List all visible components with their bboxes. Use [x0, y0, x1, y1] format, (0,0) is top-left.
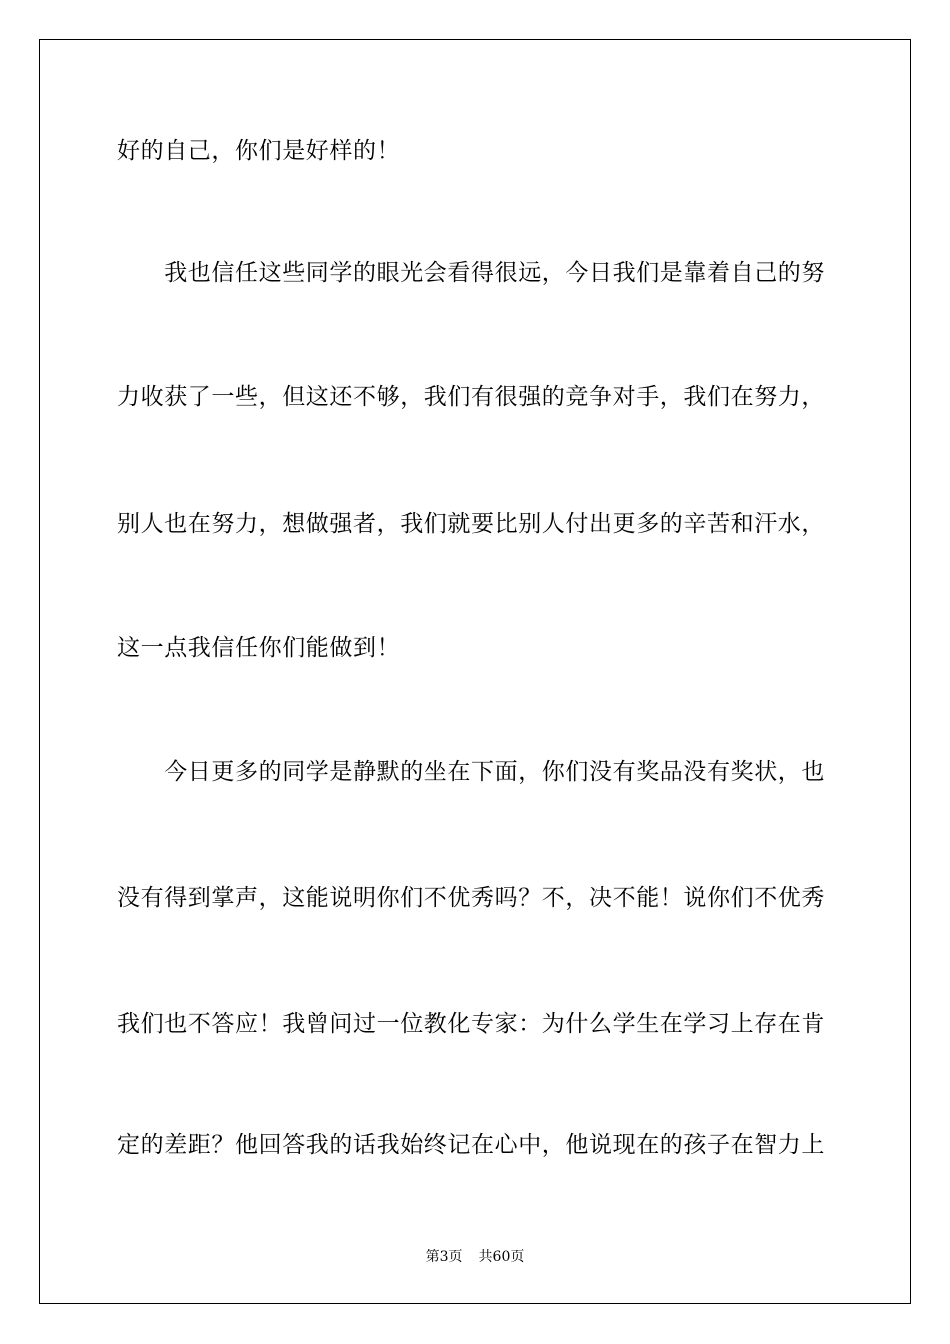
- paragraph-line: 这一点我信任你们能做到！: [117, 635, 401, 661]
- total-pages: 共60页: [478, 1249, 525, 1265]
- paragraph-line: 好的自己，你们是好样的！: [117, 138, 401, 164]
- paragraph-line: 定的差距？他回答我的话我始终记在心中，他说现在的孩子在智力上: [117, 1132, 825, 1158]
- paragraph-line: 没有得到掌声，这能说明你们不优秀吗？不，决不能！说你们不优秀: [117, 885, 825, 911]
- page-number: 第3页: [425, 1249, 463, 1265]
- paragraph-line: 我也信任这些同学的眼光会看得很远，今日我们是靠着自己的努: [117, 260, 825, 286]
- paragraph-line: 今日更多的同学是静默的坐在下面，你们没有奖品没有奖状，也: [117, 759, 825, 785]
- paragraph-line: 别人也在努力，想做强者，我们就要比别人付出更多的辛苦和汗水，: [117, 511, 825, 537]
- paragraph-line: 力收获了一些，但这还不够，我们有很强的竞争对手，我们在努力，: [117, 384, 825, 410]
- paragraph-line: 我们也不答应！我曾问过一位教化专家：为什么学生在学习上存在肯: [117, 1011, 825, 1037]
- page-border: [39, 39, 911, 1304]
- page-footer: [0, 1247, 950, 1267]
